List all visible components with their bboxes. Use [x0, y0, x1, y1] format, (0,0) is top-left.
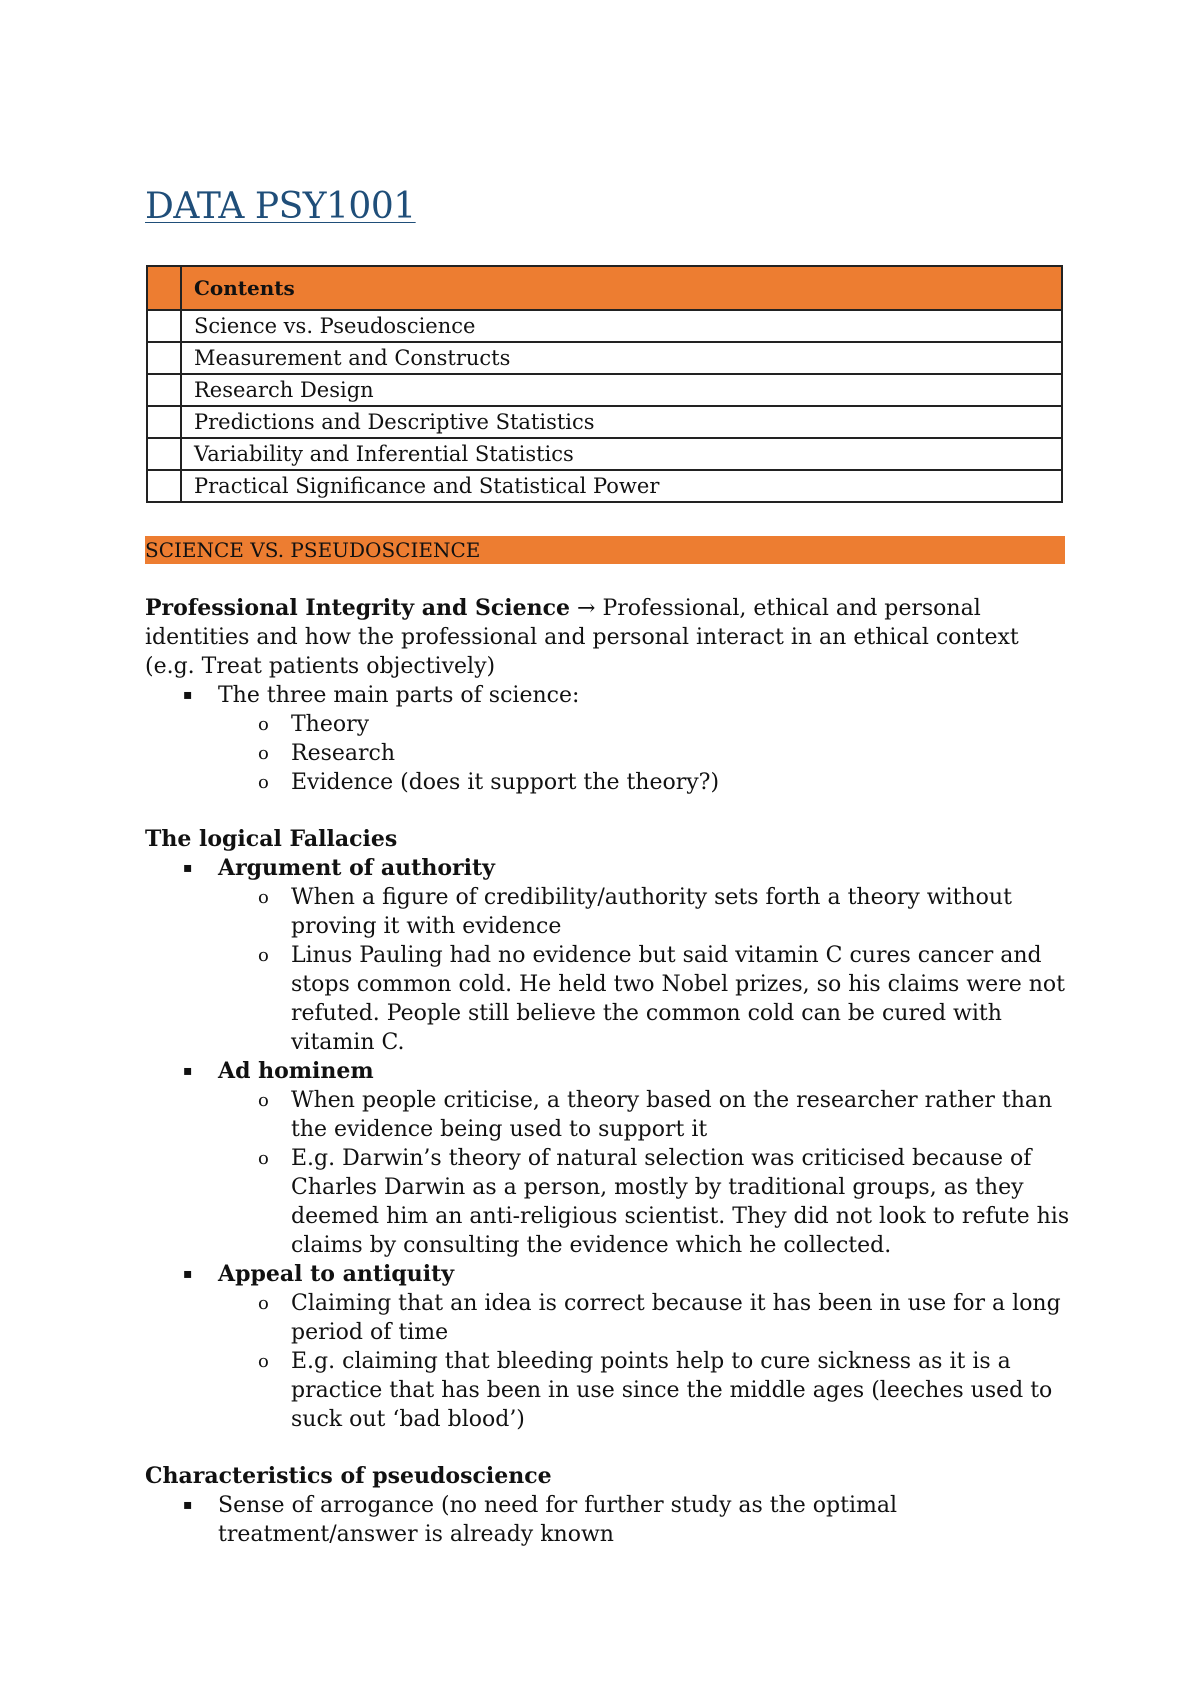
contents-item: Variability and Inferential Statistics: [181, 438, 1062, 470]
circle-bullet-icon: o: [258, 1351, 269, 1372]
contents-row: [147, 310, 1062, 342]
integrity-list: [145, 681, 1075, 797]
contents-header: Contents: [181, 266, 1062, 310]
integrity-label: Professional Integrity and Science: [145, 595, 571, 621]
circle-bullet-icon: o: [258, 743, 269, 764]
circle-bullet-icon: o: [258, 945, 269, 966]
list-item: ▪ Argument of authority o When a figure of credibility/authority sets forth a theory without proving it with evidence o Linus Pauling had no evidence but said vitamin C cures cancer and stops common cold. He held two Nobel prizes, so his claims were not refuted. People still believe the common cold can be cured with vitamin C.: [145, 854, 1075, 1057]
sub-item: o E.g. claiming that bleeding points help to cure sickness as it is a practice that has been in use since the middle ages (leeches used to suck out ‘bad blood’): [258, 1349, 1053, 1432]
list-item: ▪ Ad hominem o When people criticise, a theory based on the researcher rather than the evidence being used to support it o E.g. Darwin’s theory of natural selection was criticised because of Charles Darwin as a person, mostly by traditional groups, as they deemed him an anti-religious scientist. They did not look to refute his claims by consulting the evidence which he collected.: [145, 1057, 1075, 1260]
sub-item: o E.g. Darwin’s theory of natural selection was criticised because of Charles Darwin as a person, mostly by traditional groups, as they deemed him an anti-religious scientist. They did not look to refute his claims by consulting the evidence which he collected.: [258, 1146, 1070, 1258]
contents-table: [146, 265, 1063, 503]
square-bullet-icon: ▪: [183, 1497, 193, 1513]
sub-list: [218, 710, 1075, 797]
sub-list: [218, 1289, 1075, 1434]
sub-item: o Research: [258, 741, 396, 766]
contents-row: [147, 470, 1062, 502]
integrity-text: Professional, ethical and personal identities and how the professional and personal interact in an ethical context (e.g. Treat patients objectively): [145, 596, 1019, 679]
sub-item: o Claiming that an idea is correct because it has been in use for a long period of time: [258, 1291, 1061, 1345]
pseudoscience-heading: Characteristics of pseudoscience: [145, 1463, 552, 1489]
square-bullet-icon: ▪: [183, 687, 193, 703]
section-heading: SCIENCE VS. PSEUDOSCIENCE: [145, 536, 1065, 564]
square-bullet-icon: ▪: [183, 860, 193, 876]
section-body: [145, 594, 1075, 1549]
list-item: ▪ The three main parts of science: o Theory o Research o Evidence (does it support the theory?): [145, 681, 1075, 797]
pseudoscience-list: [145, 1491, 1075, 1549]
document-title: DATA PSY1001: [145, 186, 416, 227]
fallacies-list: [145, 854, 1075, 1434]
arrow-icon: →: [577, 596, 596, 621]
contents-row: [147, 342, 1062, 374]
sub-item: o Linus Pauling had no evidence but said vitamin C cures cancer and stops common cold. He held two Nobel prizes, so his claims were not refuted. People still believe the common cold can be cured with vitamin C.: [258, 943, 1065, 1055]
contents-row: [147, 374, 1062, 406]
square-bullet-icon: ▪: [183, 1266, 193, 1282]
circle-bullet-icon: o: [258, 772, 269, 793]
contents-item: Research Design: [181, 374, 1062, 406]
circle-bullet-icon: o: [258, 1293, 269, 1314]
circle-bullet-icon: o: [258, 1148, 269, 1169]
sub-item: o Evidence (does it support the theory?): [258, 770, 720, 795]
square-bullet-icon: ▪: [183, 1063, 193, 1079]
integrity-paragraph: [145, 594, 1075, 681]
contents-row: [147, 438, 1062, 470]
sub-list: [218, 1086, 1075, 1260]
circle-bullet-icon: o: [258, 1090, 269, 1111]
contents-item: Predictions and Descriptive Statistics: [181, 406, 1062, 438]
circle-bullet-icon: o: [258, 887, 269, 908]
sub-item: o Theory: [258, 712, 370, 737]
sub-item: o When people criticise, a theory based on the researcher rather than the evidence being used to support it: [258, 1088, 1053, 1142]
fallacies-heading: The logical Fallacies: [145, 826, 398, 852]
contents-item: Practical Significance and Statistical Power: [181, 470, 1062, 502]
contents-header-row: [147, 266, 1062, 310]
circle-bullet-icon: o: [258, 714, 269, 735]
list-item: ▪ Sense of arrogance (no need for further study as the optimal treatment/answer is already known: [183, 1493, 898, 1547]
sub-list: [218, 883, 1075, 1057]
contents-item: Measurement and Constructs: [181, 342, 1062, 374]
list-item: ▪ Appeal to antiquity o Claiming that an idea is correct because it has been in use for a long period of time o E.g. claiming that bleeding points help to cure sickness as it is a practice that has been in use since the middle ages (leeches used to suck out ‘bad blood’): [145, 1260, 1075, 1434]
sub-item: o When a figure of credibility/authority sets forth a theory without proving it with evidence: [258, 885, 1012, 939]
contents-item: Science vs. Pseudoscience: [181, 310, 1062, 342]
contents-row: [147, 406, 1062, 438]
